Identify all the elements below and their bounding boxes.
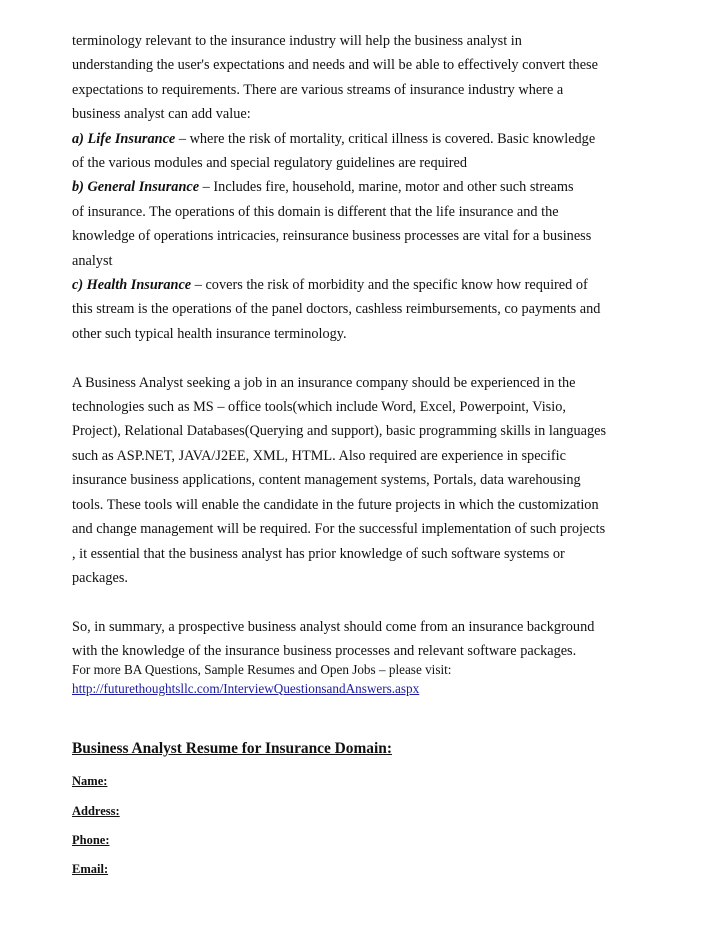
text-line: and change management will be required. For the successful implementation of such projects bbox=[72, 521, 606, 538]
text-line: technologies such as MS – office tools(which include Word, Excel, Powerpoint, Visio, bbox=[72, 399, 566, 416]
text-line: understanding the user's expectations and needs and will be able to effectively convert these bbox=[72, 57, 598, 74]
resume-heading: Business Analyst Resume for Insurance Domain: bbox=[72, 740, 392, 757]
more-info-link[interactable] bbox=[72, 679, 672, 698]
text-line: insurance business applications, content management systems, Portals, data warehousing bbox=[72, 472, 581, 489]
email-field-label: Email: bbox=[72, 862, 109, 876]
general-insurance-label: b) General Insurance bbox=[72, 179, 200, 196]
text-line: packages. bbox=[72, 569, 128, 586]
life-insurance-line bbox=[72, 127, 672, 151]
text-line: Project), Relational Databases(Querying and support), basic programming skills in languages bbox=[72, 423, 607, 440]
text-line: knowledge of operations intricacies, reinsurance business processes are vital for a business bbox=[72, 228, 592, 245]
text-line: business analyst can add value: bbox=[72, 106, 251, 123]
text-line: tools. These tools will enable the candidate in the future projects in which the customization bbox=[72, 496, 599, 513]
text-line: this stream is the operations of the panel doctors, cashless reimbursements, co payments and bbox=[72, 301, 601, 318]
summary-paragraph bbox=[72, 615, 672, 664]
general-insurance-line bbox=[72, 175, 672, 199]
questions-link[interactable]: http://futurethoughtsllc.com/InterviewQuestionsandAnswers.aspx bbox=[72, 680, 420, 696]
document-page bbox=[72, 29, 672, 698]
technologies-paragraph bbox=[72, 371, 672, 591]
text-line: other such typical health insurance terminology. bbox=[72, 325, 347, 342]
life-insurance-text: – where the risk of mortality, critical illness is covered. Basic knowledge bbox=[175, 130, 596, 147]
text-line: terminology relevant to the insurance industry will help the business analyst in bbox=[72, 33, 522, 49]
address-field-label: Address: bbox=[72, 804, 120, 818]
text-line: analyst bbox=[72, 252, 113, 269]
text-line: A Business Analyst seeking a job in an insurance company should be experienced in the bbox=[72, 374, 576, 391]
text-line: expectations to requirements. There are various streams of insurance industry where a bbox=[72, 81, 564, 98]
name-field-label: Name: bbox=[72, 774, 108, 788]
text-line: of insurance. The operations of this domain is different that the life insurance and the bbox=[72, 203, 559, 220]
text-line: such as ASP.NET, JAVA/J2EE, XML, HTML. Also required are experience in specific bbox=[72, 447, 566, 464]
life-insurance-label: a) Life Insurance bbox=[72, 130, 176, 147]
text-line: So, in summary, a prospective business analyst should come from an insurance background bbox=[72, 618, 595, 635]
paragraph-gap bbox=[72, 590, 672, 614]
more-info-text: For more BA Questions, Sample Resumes and Open Jobs – please visit: bbox=[72, 661, 452, 677]
health-insurance-line bbox=[72, 273, 672, 297]
intro-paragraph bbox=[72, 29, 672, 346]
text-line: with the knowledge of the insurance business processes and relevant software packages. bbox=[72, 643, 577, 660]
paragraph-gap bbox=[72, 346, 672, 370]
text-line: of the various modules and special regulatory guidelines are required bbox=[72, 155, 468, 172]
text-line: , it essential that the business analyst has prior knowledge of such software systems or bbox=[72, 545, 565, 562]
health-insurance-text: – covers the risk of morbidity and the specific know how required of bbox=[191, 277, 588, 294]
phone-field-label: Phone: bbox=[72, 833, 110, 847]
health-insurance-label: c) Health Insurance bbox=[72, 277, 192, 294]
general-insurance-text: – Includes fire, household, marine, motor and other such streams bbox=[199, 179, 574, 196]
